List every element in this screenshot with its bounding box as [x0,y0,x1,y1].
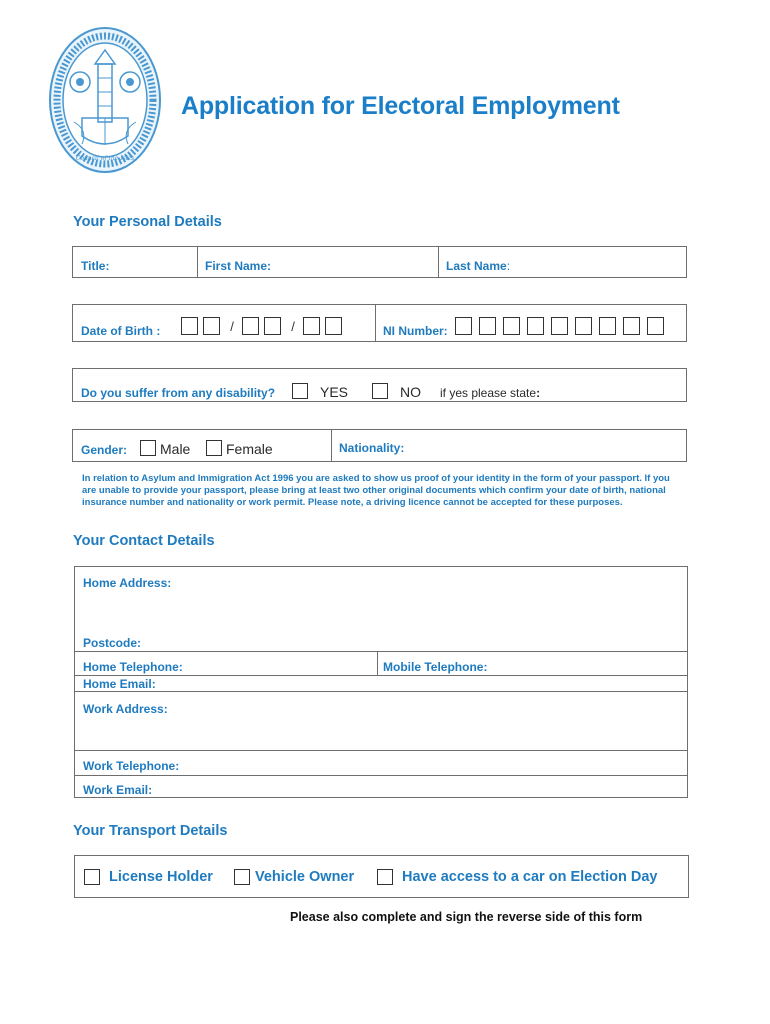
ni-digit-box[interactable] [503,317,520,335]
ni-digit-box[interactable] [551,317,568,335]
ni-digit-box[interactable] [623,317,640,335]
dob-digit-box[interactable] [264,317,281,335]
reverse-side-instruction: Please also complete and sign the reverse side of this form [290,910,643,924]
disability-no-checkbox[interactable] [372,383,388,399]
disability-details-input[interactable] [553,369,686,401]
dob-digit-box[interactable] [303,317,320,335]
vehicle-owner-checkbox[interactable] [234,869,250,885]
gender-label: Gender: [81,443,128,457]
dob-separator: / [291,318,295,334]
mobile-telephone-label: Mobile Telephone: [383,660,488,674]
car-access-label: Have access to a car on Election Day [402,869,658,885]
home-email-label: Home Email: [83,677,156,691]
disability-no-label: NO [400,384,421,400]
disability-yes-checkbox[interactable] [292,383,308,399]
disability-label: Do you suffer from any disability? [81,386,276,400]
ni-number-input[interactable] [455,317,664,335]
home-address-label: Home Address: [83,576,172,590]
dob-digit-box[interactable] [242,317,259,335]
disability-row [72,368,687,402]
page-title: Application for Electoral Employment [181,92,620,120]
contact-details-heading: Your Contact Details [73,533,215,549]
work-address-input[interactable] [75,692,687,749]
identity-proof-note: In relation to Asylum and Immigration Act 1996 you are asked to show us proof of your identity in the form of your passport. If you are unable to provide your passport, please bring at least two other original documents which confirm your date of birth, national insurance number and nationality or work permit. Please note, a driving licence cannot be accepted for these purposes. [82,473,670,509]
dob-input[interactable] [181,317,347,335]
ni-number-label: NI Number: [383,324,448,338]
postcode-label: Postcode: [83,636,142,650]
gender-female-checkbox[interactable] [206,440,222,456]
license-holder-label: License Holder [109,869,213,885]
car-access-checkbox[interactable] [377,869,393,885]
dob-digit-box[interactable] [325,317,342,335]
dob-separator: / [230,318,234,334]
ni-digit-box[interactable] [599,317,616,335]
dob-label: Date of Birth : [81,324,161,338]
contact-details-box [74,566,688,798]
personal-details-heading: Your Personal Details [73,214,222,230]
gender-nationality-row [72,429,687,462]
disability-yes-label: YES [320,384,349,400]
license-holder-checkbox[interactable] [84,869,100,885]
last-name-field-label: Last Name: [446,259,511,273]
work-email-label: Work Email: [83,783,153,797]
transport-details-box [74,855,689,898]
crest-motto: Council of the Isles [75,155,135,162]
ni-digit-box[interactable] [647,317,664,335]
nationality-label: Nationality: [339,441,405,455]
ni-digit-box[interactable] [527,317,544,335]
title-field-label: Title: [81,259,110,273]
if-yes-label: if yes please state: [440,386,541,400]
work-address-label: Work Address: [83,702,168,716]
dob-ni-row [72,304,687,342]
dob-digit-box[interactable] [203,317,220,335]
home-telephone-label: Home Telephone: [83,660,183,674]
dob-digit-box[interactable] [181,317,198,335]
work-telephone-label: Work Telephone: [83,759,180,773]
gender-male-label: Male [160,441,191,457]
council-crest-icon [48,26,162,174]
name-row [72,246,687,278]
ni-digit-box[interactable] [479,317,496,335]
ni-digit-box[interactable] [575,317,592,335]
title-input[interactable] [73,247,196,277]
transport-details-heading: Your Transport Details [73,823,228,839]
home-address-input[interactable] [75,567,687,627]
ni-digit-box[interactable] [455,317,472,335]
first-name-field-label: First Name: [205,259,272,273]
first-name-input[interactable] [198,247,438,277]
nationality-input[interactable] [332,430,686,461]
last-name-input[interactable] [439,247,686,277]
gender-male-checkbox[interactable] [140,440,156,456]
vehicle-owner-label: Vehicle Owner [255,869,355,885]
gender-female-label: Female [226,441,273,457]
